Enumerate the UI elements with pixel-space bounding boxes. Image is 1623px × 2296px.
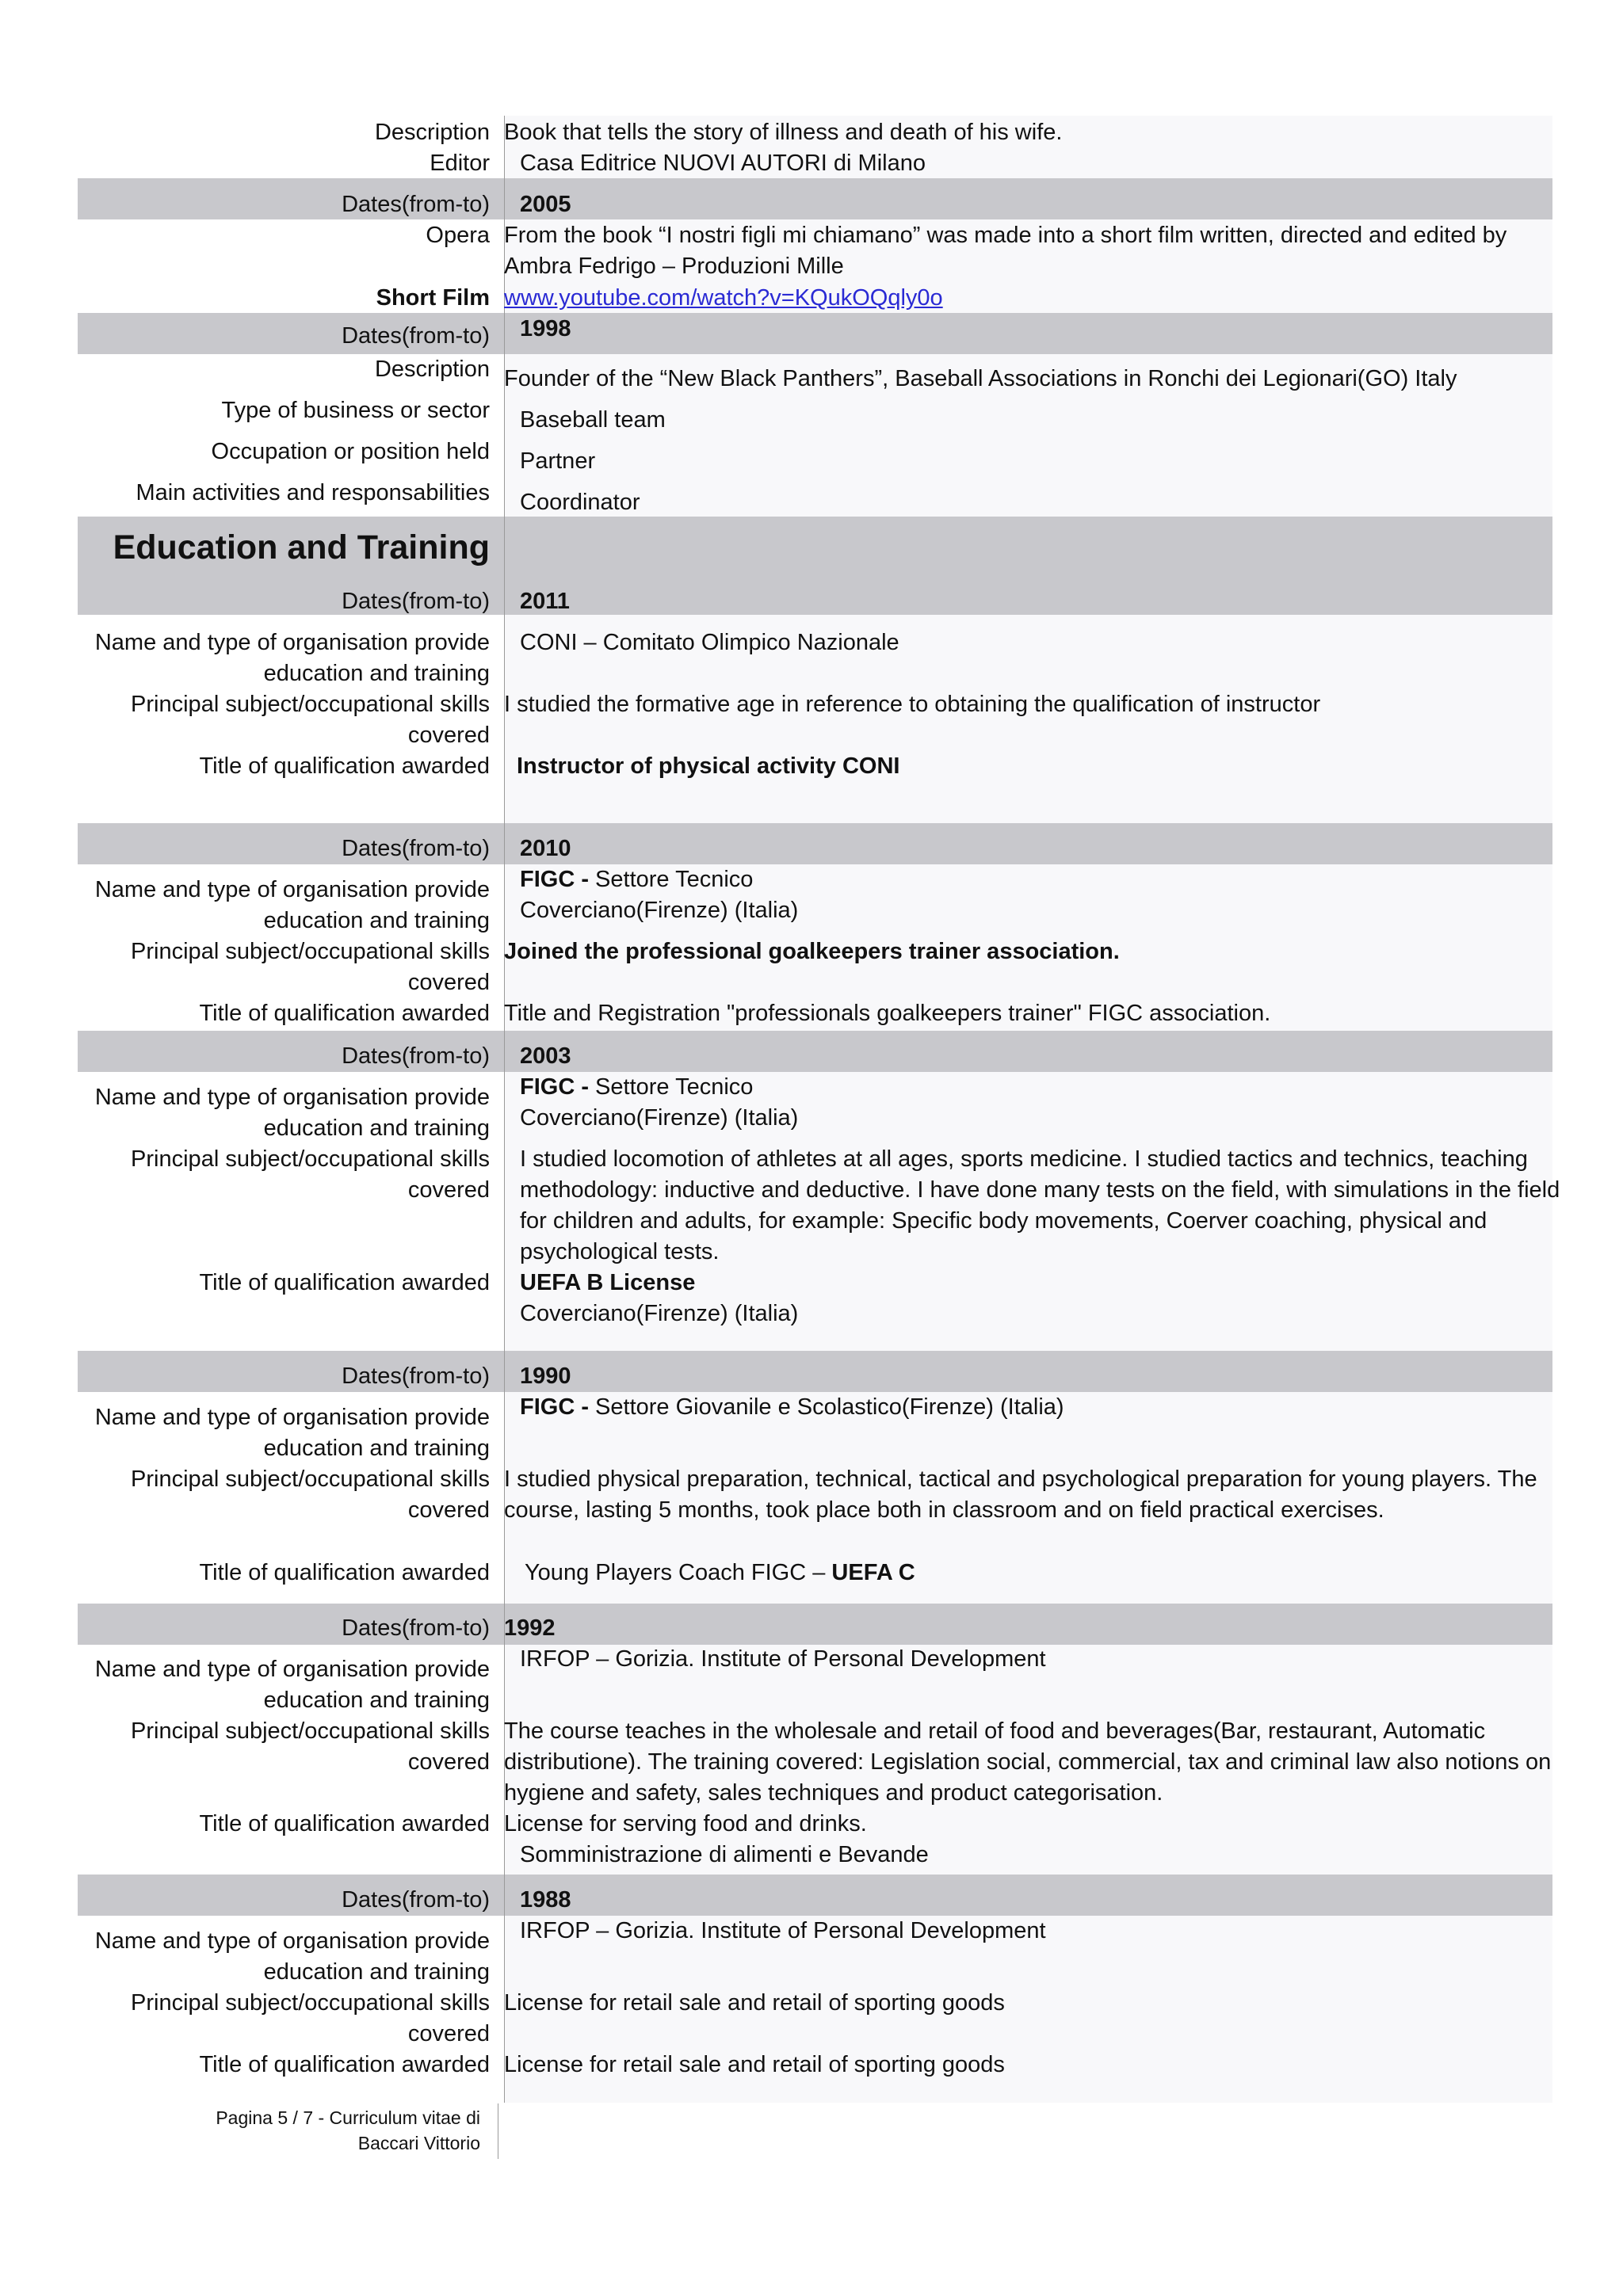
subject-label: Principal subject/occupational skills <box>131 692 490 717</box>
organisation-prefix: FIGC - <box>520 1394 589 1420</box>
subject-label-cont: covered <box>407 723 490 748</box>
subject-label-cont: covered <box>407 970 490 995</box>
footer-name: Baccari Vittorio <box>357 2133 480 2153</box>
qualification-value: Title and Registration "professionals goalkeepers trainer" FIGC association. <box>504 1001 1271 1026</box>
organisation-label-cont: education and training <box>263 1436 490 1461</box>
qualification-location: Coverciano(Firenze) (Italia) <box>520 1301 799 1326</box>
description-value: Founder of the “New Black Panthers”, Baseball Associations in Ronchi dei Legionari(GO) Italy <box>504 366 1457 391</box>
organisation-label: Name and type of organisation provide <box>94 877 490 902</box>
subject-value-line3: hygiene and safety, sales techniques and product categorisation. <box>504 1780 1163 1806</box>
qualification-value: License for serving food and drinks. <box>504 1811 867 1836</box>
subject-label: Principal subject/occupational skills <box>131 1146 490 1172</box>
subject-value-line1: I studied locomotion of athletes at all ages, sports medicine. I studied tactics and technics, teaching <box>520 1146 1528 1172</box>
subject-value: License for retail sale and retail of sporting goods <box>504 1990 1005 2016</box>
subject-value-line1: The course teaches in the wholesale and retail of food and beverages(Bar, restaurant, Automatic <box>504 1718 1486 1744</box>
qualification-label: Title of qualification awarded <box>199 1001 490 1026</box>
qualification-value: Instructor of physical activity CONI <box>517 753 900 779</box>
dates-label: Dates(from-to) <box>342 836 490 861</box>
organisation-label: Name and type of organisation provide <box>94 630 490 655</box>
qualification-label: Title of qualification awarded <box>199 1811 490 1836</box>
dates-label: Dates(from-to) <box>342 1887 490 1913</box>
dates-label: Dates(from-to) <box>342 1363 490 1389</box>
occupation-label: Occupation or position held <box>211 439 490 464</box>
activities-label: Main activities and responsabilities <box>136 480 490 505</box>
short-film-link[interactable]: www.youtube.com/watch?v=KQukOQqly0o <box>504 285 943 311</box>
dates-label: Dates(from-to) <box>342 589 490 614</box>
subject-value: I studied the formative age in reference to obtaining the qualification of instructor <box>504 692 1321 717</box>
subject-value-line2: methodology: inductive and deductive. I have done many tests on the field, with simulations in the field <box>520 1177 1560 1203</box>
qualification-text: Young Players Coach FIGC – <box>525 1560 832 1585</box>
organisation-label: Name and type of organisation provide <box>94 1657 490 1682</box>
dates-label: Dates(from-to) <box>342 192 490 217</box>
dates-band-1992 <box>78 1604 1552 1645</box>
sector-value: Baseball team <box>520 407 666 433</box>
opera-text-line1: From the book “I nostri figli mi chiamano” was made into a short film written, directed and edited by <box>504 223 1507 248</box>
organisation-prefix: FIGC - <box>520 1074 589 1100</box>
subject-value-line4: psychological tests. <box>520 1239 720 1264</box>
education-section-heading: Education and Training <box>113 528 490 566</box>
subject-value-line1: I studied physical preparation, technical, tactical and psychological preparation for young players. The <box>504 1466 1537 1492</box>
editor-value: Casa Editrice NUOVI AUTORI di Milano <box>520 151 926 176</box>
sector-label: Type of business or sector <box>221 398 490 423</box>
subject-label-cont: covered <box>407 2021 490 2046</box>
organisation-label: Name and type of organisation provide <box>94 1405 490 1430</box>
organisation-label-cont: education and training <box>263 908 490 933</box>
organisation-name: Settore Giovanile e Scolastico(Firenze) (Italia) <box>589 1394 1064 1420</box>
organisation-location: Coverciano(Firenze) (Italia) <box>520 898 799 923</box>
subject-label: Principal subject/occupational skills <box>131 1990 490 2016</box>
dates-value: 1998 <box>520 316 571 341</box>
subject-label: Principal subject/occupational skills <box>131 939 490 964</box>
dates-label: Dates(from-to) <box>342 323 490 349</box>
qualification-value <box>525 1558 915 1589</box>
organisation-value <box>520 1072 753 1103</box>
subject-value: Joined the professional goalkeepers trainer association. <box>504 939 1120 964</box>
dates-band-2003 <box>78 1031 1552 1072</box>
subject-value-line3: for children and adults, for example: Specific body movements, Coerver coaching, physical and <box>520 1208 1487 1234</box>
short-film-label: Short Film <box>376 285 490 311</box>
organisation-label-cont: education and training <box>263 1688 490 1713</box>
dates-band-2010 <box>78 823 1552 864</box>
qualification-value: UEFA B License <box>520 1270 696 1295</box>
description-label: Description <box>374 120 490 145</box>
subject-value-line2: course, lasting 5 months, took place both in classroom and on field practical exercises. <box>504 1497 1384 1523</box>
editor-label: Editor <box>430 151 490 176</box>
organisation-name: Settore Tecnico <box>589 867 754 892</box>
dates-band-1990 <box>78 1351 1552 1392</box>
qualification-label: Title of qualification awarded <box>199 1270 490 1295</box>
qualification-label: Title of qualification awarded <box>199 1560 490 1585</box>
organisation-prefix: FIGC - <box>520 867 589 892</box>
dates-value: 1992 <box>504 1615 556 1641</box>
qualification-level: UEFA C <box>831 1560 915 1585</box>
dates-band-1988 <box>78 1875 1552 1916</box>
activities-value: Coordinator <box>520 490 640 515</box>
dates-value: 2010 <box>520 836 571 861</box>
dates-label: Dates(from-to) <box>342 1043 490 1069</box>
dates-value: 2011 <box>520 589 570 614</box>
subject-label-cont: covered <box>407 1749 490 1775</box>
organisation-label-cont: education and training <box>263 661 490 686</box>
dates-value: 1988 <box>520 1887 571 1913</box>
dates-label: Dates(from-to) <box>342 1615 490 1641</box>
organisation-value: IRFOP – Gorizia. Institute of Personal Development <box>520 1646 1046 1672</box>
organisation-value <box>520 864 753 895</box>
organisation-value <box>520 1392 1064 1423</box>
subject-label-cont: covered <box>407 1177 490 1203</box>
footer-page-info: Pagina 5 / 7 - Curriculum vitae di <box>216 2107 480 2128</box>
opera-label: Opera <box>426 223 490 248</box>
qualification-label: Title of qualification awarded <box>199 753 490 779</box>
subject-label: Principal subject/occupational skills <box>131 1466 490 1492</box>
qualification-label: Title of qualification awarded <box>199 2052 490 2077</box>
qualification-translation: Somministrazione di alimenti e Bevande <box>520 1842 929 1867</box>
subject-label-cont: covered <box>407 1497 490 1523</box>
dates-band-2005 <box>78 178 1552 219</box>
organisation-label-cont: education and training <box>263 1116 490 1141</box>
organisation-location: Coverciano(Firenze) (Italia) <box>520 1105 799 1131</box>
occupation-value: Partner <box>520 448 596 474</box>
organisation-name: Settore Tecnico <box>589 1074 754 1100</box>
qualification-value: License for retail sale and retail of sporting goods <box>504 2052 1005 2077</box>
organisation-label: Name and type of organisation provide <box>94 1085 490 1110</box>
organisation-label: Name and type of organisation provide <box>94 1928 490 1954</box>
organisation-label-cont: education and training <box>263 1959 490 1985</box>
organisation-value: CONI – Comitato Olimpico Nazionale <box>520 630 899 655</box>
dates-value: 2005 <box>520 192 571 217</box>
organisation-value: IRFOP – Gorizia. Institute of Personal Development <box>520 1918 1046 1943</box>
dates-value: 2003 <box>520 1043 571 1069</box>
dates-band-1998 <box>78 313 1552 354</box>
subject-label: Principal subject/occupational skills <box>131 1718 490 1744</box>
dates-value: 1990 <box>520 1363 571 1389</box>
subject-value-line2: distributione). The training covered: Legislation social, commercial, tax and criminal law also notions on <box>504 1749 1552 1775</box>
opera-text-line2: Ambra Fedrigo – Produzioni Mille <box>504 254 844 279</box>
description-value: Book that tells the story of illness and death of his wife. <box>504 120 1063 145</box>
description-label: Description <box>374 357 490 382</box>
